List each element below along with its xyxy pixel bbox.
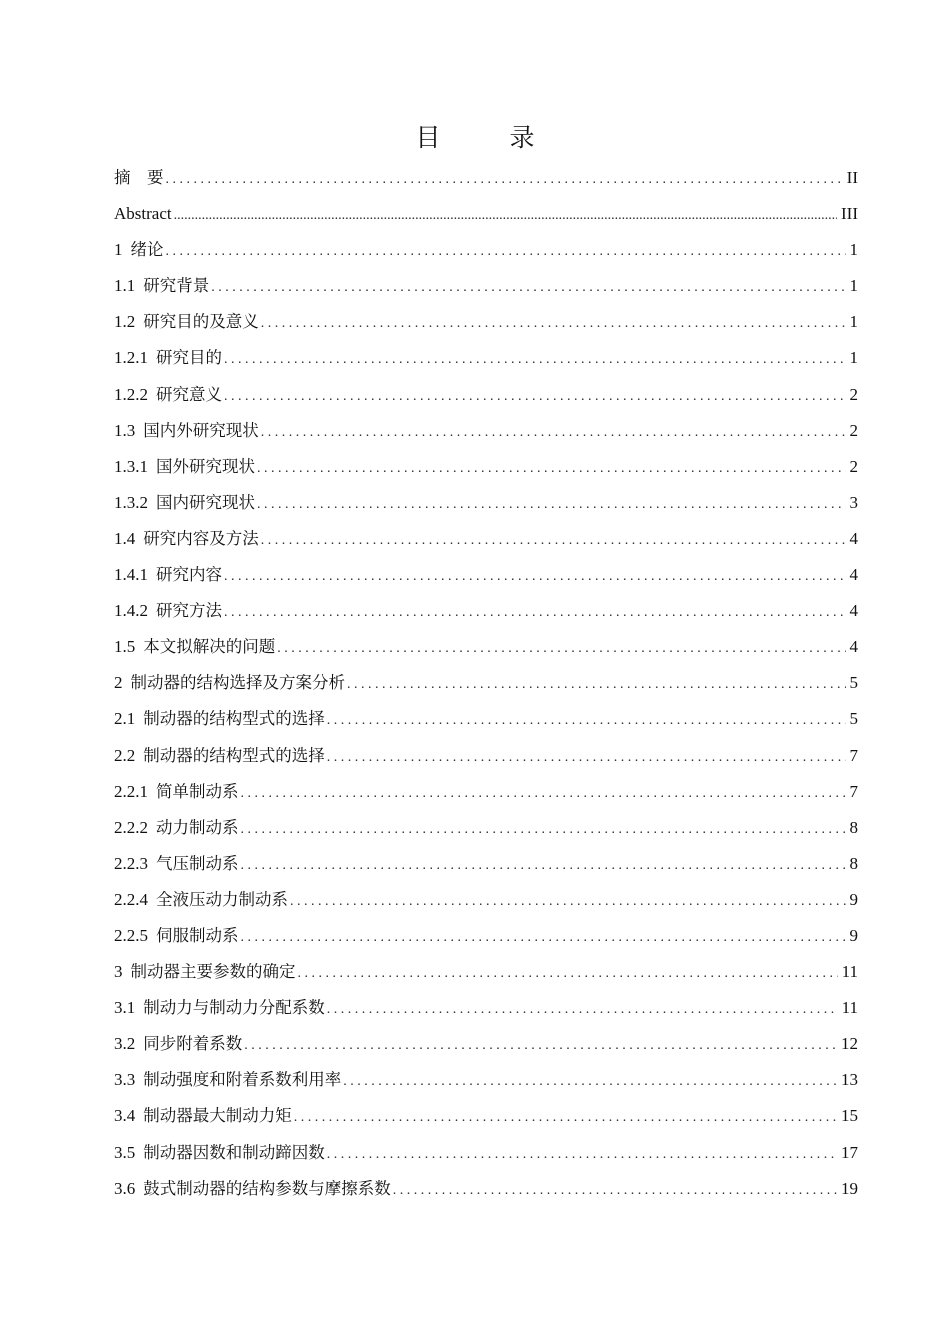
toc-entry-number: 2.2.1 [114, 781, 148, 801]
dot-leader [298, 956, 838, 992]
toc-entry-page-number: 2 [849, 420, 858, 440]
toc-entry-page-number: 13 [841, 1070, 858, 1090]
toc-entry-label [114, 882, 288, 918]
toc-entry-label [114, 593, 222, 629]
toc-entry[interactable] [114, 810, 858, 846]
toc-entry-number: 3.6 [114, 1178, 136, 1198]
toc-entry-page-number: 1 [849, 240, 858, 260]
toc-entry-page-number: 1 [849, 276, 858, 296]
toc-entry-title: 简单制动系 [156, 781, 239, 801]
toc-entry-title: 制动器的结构型式的选择 [143, 709, 325, 729]
toc-entry-number: 2.2.5 [114, 925, 148, 945]
toc-entry-label [114, 268, 209, 304]
dot-leader [166, 234, 846, 270]
toc-entry[interactable] [114, 232, 858, 268]
toc-entry-title: 气压制动系 [156, 853, 239, 873]
toc-entry-page-number: 1 [849, 348, 858, 368]
toc-entry-page-number: 2 [849, 456, 858, 476]
toc-entry-number: 2.1 [114, 709, 136, 729]
toc-entry[interactable] [114, 954, 858, 990]
toc-entry-number: 1.1 [114, 276, 136, 296]
toc-entry-label [114, 557, 222, 593]
toc-entry-page-number: 7 [849, 781, 858, 801]
toc-entry-number: 1.2.2 [114, 384, 148, 404]
toc-entry-title: 摘 要 [114, 168, 164, 187]
toc-entry-page-number: 4 [849, 565, 858, 585]
toc-entry[interactable] [114, 521, 858, 557]
toc-entry-title: 动力制动系 [156, 817, 239, 837]
toc-entry[interactable] [114, 918, 858, 954]
toc-entry-page-number: III [841, 204, 858, 224]
table-of-contents [114, 160, 858, 1207]
toc-entry[interactable] [114, 665, 858, 701]
toc-entry-label [114, 449, 255, 485]
toc-entry[interactable] [114, 990, 858, 1026]
toc-entry-page-number: 2 [849, 384, 858, 404]
toc-entry-label [114, 232, 164, 268]
dot-leader [327, 740, 846, 776]
toc-entry-title: 制动器的结构选择及方案分析 [130, 673, 345, 693]
toc-entry-title: 本文拟解决的问题 [143, 637, 276, 657]
toc-entry-title: 绪论 [130, 240, 164, 260]
toc-entry-page-number: 4 [849, 637, 858, 657]
toc-entry-number: 3.1 [114, 998, 136, 1018]
dot-leader [174, 198, 837, 234]
dot-leader [224, 559, 846, 595]
toc-entry[interactable] [114, 1098, 858, 1134]
toc-entry-page-number: 11 [841, 962, 858, 982]
toc-entry-number: 1 [114, 240, 123, 260]
toc-entry-title: 研究内容及方法 [143, 528, 259, 548]
dot-leader [261, 306, 846, 342]
toc-entry-title: 研究意义 [156, 384, 222, 404]
toc-entry[interactable] [114, 1026, 858, 1062]
toc-entry-label [114, 1026, 242, 1062]
toc-entry-label [114, 340, 222, 376]
toc-entry-title: 制动器因数和制动蹄因数 [143, 1142, 325, 1162]
toc-entry-title: 研究目的及意义 [143, 312, 259, 332]
toc-entry-page-number: 15 [841, 1106, 858, 1126]
toc-entry-label [114, 738, 325, 774]
page-title: 目 录 [415, 123, 557, 152]
toc-entry-number: 1.4.2 [114, 601, 148, 621]
toc-entry[interactable] [114, 774, 858, 810]
toc-entry-title: 研究方法 [156, 601, 222, 621]
toc-entry-number: 3.4 [114, 1106, 136, 1126]
toc-entry[interactable] [114, 1171, 858, 1207]
toc-entry-title: 制动强度和附着系数利用率 [143, 1070, 342, 1090]
dot-leader [327, 703, 846, 739]
toc-entry-label [114, 918, 239, 954]
dot-leader [327, 992, 838, 1028]
toc-entry-label [114, 377, 222, 413]
dot-leader [241, 848, 846, 884]
dot-leader [241, 776, 846, 812]
toc-entry-number: 1.3.1 [114, 456, 148, 476]
dot-leader [224, 342, 846, 378]
toc-entry-label [114, 485, 255, 521]
toc-entry-page-number: II [846, 168, 858, 187]
dot-leader [343, 1064, 837, 1100]
toc-entry-page-number: 7 [849, 745, 858, 765]
toc-entry-title: 国外研究现状 [156, 456, 255, 476]
dot-leader [261, 415, 846, 451]
dot-leader [224, 379, 846, 415]
toc-entry-page-number: 4 [849, 528, 858, 548]
dot-leader [244, 1028, 837, 1064]
toc-entry[interactable] [114, 629, 858, 665]
toc-entry[interactable] [114, 701, 858, 737]
toc-entry-title: 制动器主要参数的确定 [130, 962, 296, 982]
dot-leader [393, 1173, 837, 1209]
toc-entry-number: 1.3.2 [114, 492, 148, 512]
toc-entry-number: 2.2.3 [114, 853, 148, 873]
toc-entry-label [114, 521, 259, 557]
toc-entry[interactable] [114, 304, 858, 340]
toc-entry-page-number: 8 [849, 817, 858, 837]
toc-entry-label [114, 1098, 292, 1134]
toc-entry-label [114, 665, 345, 701]
toc-entry[interactable] [114, 485, 858, 521]
toc-entry-number: 1.5 [114, 637, 136, 657]
toc-entry-title: 全液压动力制动系 [156, 889, 288, 909]
toc-entry-title: 鼓式制动器的结构参数与摩擦系数 [143, 1178, 391, 1198]
toc-entry-page-number: 17 [841, 1142, 858, 1162]
toc-entry-title: 国内外研究现状 [143, 420, 259, 440]
toc-entry-title: 伺服制动系 [156, 925, 239, 945]
toc-entry-label [114, 196, 172, 232]
toc-entry-page-number: 19 [841, 1178, 858, 1198]
toc-entry[interactable] [114, 413, 858, 449]
toc-entry-page-number: 3 [849, 492, 858, 512]
dot-leader [257, 487, 846, 523]
toc-entry-label [114, 774, 239, 810]
dot-leader [277, 631, 845, 667]
toc-entry-number: 1.2.1 [114, 348, 148, 368]
toc-entry-number: 3.5 [114, 1142, 136, 1162]
toc-entry-page-number: 8 [849, 853, 858, 873]
toc-entry-page-number: 11 [841, 998, 858, 1018]
toc-entry[interactable] [114, 1062, 858, 1098]
toc-entry-label [114, 413, 259, 449]
dot-leader [327, 1137, 837, 1173]
dot-leader [224, 595, 846, 631]
toc-entry[interactable] [114, 1135, 858, 1171]
dot-leader [347, 667, 846, 703]
toc-entry-label [114, 304, 259, 340]
toc-entry-number: 2.2.4 [114, 889, 148, 909]
toc-entry-label [114, 846, 239, 882]
toc-entry-number: 2.2 [114, 745, 136, 765]
toc-entry[interactable] [114, 196, 858, 232]
toc-entry-page-number: 9 [849, 889, 858, 909]
toc-entry-label [114, 1062, 341, 1098]
toc-entry-title: 国内研究现状 [156, 492, 255, 512]
toc-entry-number: 2 [114, 673, 123, 693]
dot-leader [241, 920, 846, 956]
dot-leader [294, 1100, 837, 1136]
toc-entry-title: Abstract [114, 204, 172, 224]
toc-entry-title: 制动器的结构型式的选择 [143, 745, 325, 765]
toc-entry-page-number: 12 [841, 1034, 858, 1054]
dot-leader [241, 812, 846, 848]
toc-entry[interactable] [114, 593, 858, 629]
dot-leader [166, 162, 843, 198]
dot-leader [257, 451, 846, 487]
toc-entry-label [114, 1171, 391, 1207]
toc-entry-number: 3.2 [114, 1034, 136, 1054]
toc-entry-title: 研究内容 [156, 565, 222, 585]
toc-entry-title: 制动器最大制动力矩 [143, 1106, 292, 1126]
toc-entry-title: 制动力与制动力分配系数 [143, 998, 325, 1018]
toc-entry-page-number: 4 [849, 601, 858, 621]
toc-entry-title: 研究背景 [143, 276, 210, 296]
toc-entry-number: 1.4.1 [114, 565, 148, 585]
toc-entry-page-number: 5 [849, 709, 858, 729]
toc-entry[interactable] [114, 340, 858, 376]
toc-entry-label [114, 810, 239, 846]
toc-entry[interactable] [114, 846, 858, 882]
toc-entry-label [114, 160, 164, 196]
toc-entry[interactable] [114, 557, 858, 593]
toc-entry-label [114, 701, 325, 737]
toc-entry-number: 2.2.2 [114, 817, 148, 837]
toc-entry-label [114, 990, 325, 1026]
toc-entry-number: 3 [114, 962, 123, 982]
toc-entry[interactable] [114, 268, 858, 304]
toc-entry-page-number: 1 [849, 312, 858, 332]
toc-entry-label [114, 954, 296, 990]
toc-entry-number: 3.3 [114, 1070, 136, 1090]
toc-entry-number: 1.4 [114, 528, 136, 548]
toc-entry-number: 1.2 [114, 312, 136, 332]
toc-entry-title: 研究目的 [156, 348, 222, 368]
toc-entry[interactable] [114, 160, 858, 196]
dot-leader [290, 884, 846, 920]
toc-entry-page-number: 5 [849, 673, 858, 693]
toc-entry[interactable] [114, 738, 858, 774]
dot-leader [261, 523, 846, 559]
toc-entry-label [114, 1135, 325, 1171]
toc-entry[interactable] [114, 449, 858, 485]
toc-entry-page-number: 9 [849, 925, 858, 945]
toc-entry[interactable] [114, 377, 858, 413]
dot-leader [211, 270, 845, 306]
toc-entry-label [114, 629, 275, 665]
toc-entry-number: 1.3 [114, 420, 136, 440]
toc-entry[interactable] [114, 882, 858, 918]
toc-entry-title: 同步附着系数 [143, 1034, 243, 1054]
